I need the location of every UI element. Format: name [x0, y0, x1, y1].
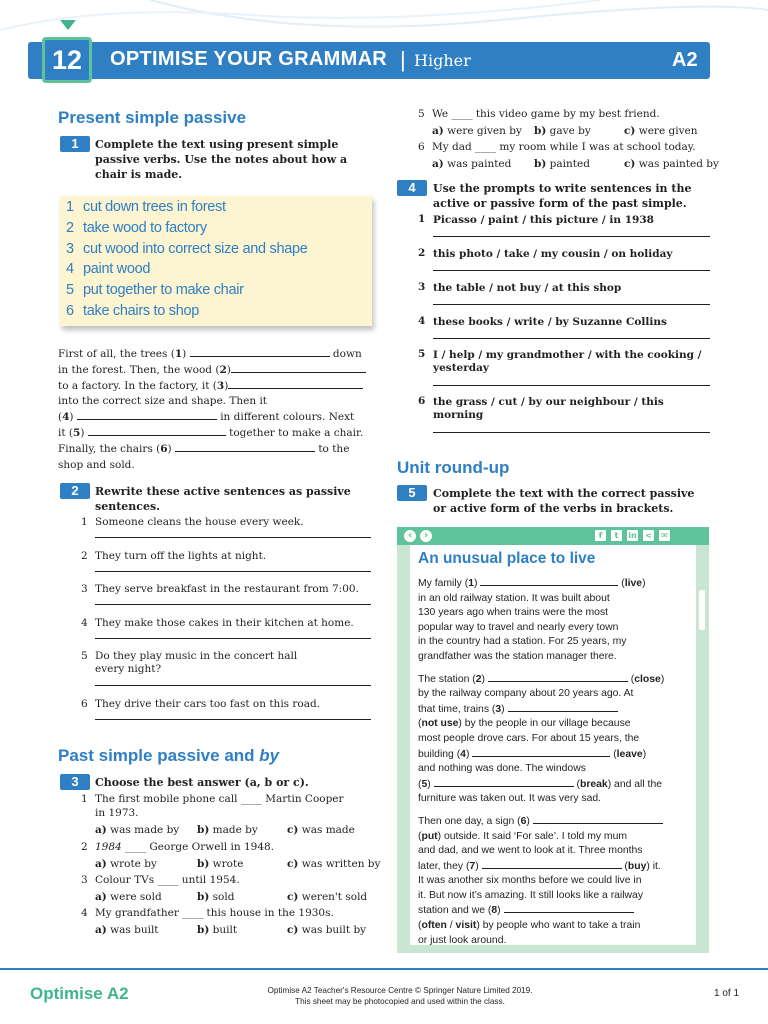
gap-number: 6	[160, 442, 168, 455]
item-stem-text: The first mobile phone call ____ Martin Cooper	[95, 793, 344, 805]
text-line	[58, 458, 370, 474]
answer-blank[interactable]	[228, 379, 363, 389]
item-number: 3	[81, 874, 88, 886]
text-line	[58, 379, 370, 395]
note-number: 5	[66, 282, 74, 299]
item-prompt-cont: yesterday	[433, 362, 490, 374]
option-label: a)	[95, 858, 107, 870]
answer-line[interactable]	[433, 338, 710, 339]
item-prompt: this photo / take / my cousin / on holiday	[433, 248, 673, 260]
exercise-number-2: 2	[60, 483, 90, 499]
item-number: 6	[418, 141, 425, 153]
exercise-3-items-continued	[415, 107, 719, 173]
item-stem-text: We ____ this video game by my best friend.	[432, 108, 660, 120]
multiple-choice-item	[415, 140, 719, 173]
text-segment: to the	[318, 442, 350, 455]
item-prompt: the grass / cut / by our neighbour / this	[433, 396, 664, 408]
item-stem-text: Colour TVs ____ until 1954.	[95, 874, 240, 886]
option-c[interactable]	[624, 124, 697, 140]
note-text: take wood to factory	[83, 219, 207, 236]
item-number: 2	[81, 549, 88, 562]
exercise-number-5: 5	[397, 485, 427, 501]
answer-line[interactable]	[95, 638, 371, 639]
footer-rule	[0, 968, 768, 970]
answer-line[interactable]	[95, 719, 371, 720]
item-number: 1	[418, 213, 426, 225]
text-segment: )	[80, 426, 88, 439]
option-text: made by	[212, 824, 258, 836]
item-number: 1	[81, 793, 88, 805]
exercise-4-item	[415, 247, 710, 281]
option-text: was made by	[110, 824, 180, 836]
answer-line[interactable]	[95, 604, 371, 605]
option-text: were sold	[110, 891, 162, 903]
text-segment: )	[182, 348, 190, 360]
item-sentence: Do they play music in the concert hall	[95, 650, 298, 662]
exercise-2-item	[78, 582, 373, 616]
exercise-2-item	[78, 616, 373, 650]
item-sentence: They make those cakes in their kitchen at home.	[95, 616, 354, 629]
item-stem	[95, 906, 334, 922]
item-number: 6	[81, 697, 88, 710]
option-label: a)	[95, 891, 107, 903]
exercise-5-instruction: Complete the text with the correct passive or active form of the verbs in brackets.	[433, 487, 695, 515]
note-number: 3	[66, 240, 74, 257]
item-number: 2	[418, 247, 426, 259]
option-text: wrote	[212, 858, 244, 870]
answer-blank[interactable]	[231, 363, 366, 373]
item-sentence: They turn off the lights at night.	[95, 549, 267, 562]
item-number: 5	[81, 650, 88, 662]
copyright-line-1: Optimise A2 Teacher's Resource Centre © Springer Nature Limited 2019.	[267, 986, 533, 995]
option-text: was built	[110, 924, 159, 936]
option-a[interactable]	[95, 857, 157, 873]
item-number: 2	[81, 841, 88, 853]
answer-line[interactable]	[95, 537, 371, 538]
exercise-4-item	[415, 395, 710, 435]
exercise-2-item	[78, 697, 373, 731]
item-prompt: I / help / my grandmother / with the cooking /	[433, 349, 702, 361]
note-text: cut wood into correct size and shape	[83, 240, 308, 257]
text-line	[58, 426, 370, 442]
answer-line[interactable]	[433, 270, 710, 271]
option-b[interactable]	[534, 157, 590, 173]
text-segment: to a factory. In the factory, it (	[58, 379, 217, 392]
answer-line[interactable]	[433, 385, 710, 386]
section-heading-past-simple-passive	[58, 746, 279, 766]
item-number: 5	[418, 108, 425, 120]
option-text: built	[212, 924, 238, 936]
multiple-choice-item	[78, 906, 378, 939]
item-stem	[432, 140, 696, 156]
option-label: b)	[197, 891, 210, 903]
option-b[interactable]	[197, 857, 243, 873]
exercise-1-instruction: Complete the text using present simple passive verbs. Use the notes about how a chair is made.	[95, 138, 348, 181]
exercise-3-instruction: Choose the best answer (a, b or c).	[95, 776, 309, 789]
text-line	[58, 394, 370, 410]
answer-blank[interactable]	[88, 426, 226, 436]
multiple-choice-item	[415, 107, 715, 140]
exercise-4-item	[415, 348, 710, 395]
text-segment: in the forest. Then, the wood (	[58, 363, 220, 376]
article-paragraph-3: Then one day, a sign (6) (put) outside. It said ‘For sale’. I told my mum and dad, and we went to look at it. Three months later, they (7) (buy) it. It was another six months before we could live in it. But now it’s amazing. It still looks like a railway station and we (8) (often / visit) by people who want to take a train or just look around.	[418, 815, 661, 946]
item-prompt: Picasso / paint / this picture / in 1938	[433, 214, 654, 226]
article-paragraph-1: My family (1) (live) in an old railway station. It was built about 130 years ago when trains were the most popular way to travel and nearly every town in the country had a station. For 25 years, my grandfather was the station manager there.	[418, 578, 646, 662]
share-icons	[595, 530, 705, 542]
option-b[interactable]	[197, 923, 237, 939]
exercise-number-4: 4	[397, 180, 427, 196]
option-text: painted	[549, 158, 590, 170]
scrollbar[interactable]	[699, 590, 705, 630]
cefr-label: A2	[672, 49, 698, 71]
exercise-number-1: 1	[60, 136, 90, 152]
option-c[interactable]	[287, 890, 367, 906]
option-label: c)	[287, 858, 299, 870]
answer-line[interactable]	[95, 685, 371, 686]
notes-card	[60, 196, 372, 326]
option-text: was written by	[301, 858, 381, 870]
share-icon[interactable]: <	[643, 530, 654, 541]
exercise-2-item	[78, 549, 373, 583]
twitter-icon[interactable]: t	[611, 530, 622, 541]
text-segment: down	[332, 348, 362, 360]
gap-number: 1	[174, 348, 183, 360]
note-item	[66, 220, 308, 241]
text-segment: together to make a chair.	[229, 426, 364, 439]
option-text: were given by	[447, 125, 522, 137]
option-label: c)	[287, 924, 299, 936]
item-sentence: Someone cleans the house every week.	[95, 516, 304, 528]
copyright-line-2: This sheet may be photocopied and used within the class.	[295, 997, 505, 1006]
item-stem	[95, 840, 274, 856]
item-prompt: these books / write / by Suzanne Collins	[433, 316, 667, 328]
text-line	[58, 442, 370, 458]
note-item	[66, 241, 308, 262]
option-text: sold	[212, 891, 235, 903]
note-item	[66, 282, 308, 303]
text-line	[58, 410, 370, 426]
item-stem-italic: 1984	[95, 841, 122, 853]
item-number: 1	[81, 516, 88, 528]
text-segment: shop and sold.	[58, 458, 135, 471]
answer-line[interactable]	[433, 236, 710, 237]
option-text: was built by	[301, 924, 367, 936]
exercise-4-item	[415, 315, 710, 348]
article-paragraph-2: The station (2) (close) by the railway company about 20 years ago. At that time, trains (3) (not use) by the people in our village because most people drove cars. For about 15 years, the building (4) (leave) and nothing was done. The windows (5) (break) and all the furniture was taken out. It was very sad.	[418, 673, 665, 805]
exercise-number-3: 3	[60, 774, 90, 790]
multiple-choice-item	[78, 840, 381, 873]
option-a[interactable]	[95, 890, 162, 906]
option-c[interactable]	[287, 857, 380, 873]
article-title: An unusual place to live	[418, 550, 596, 567]
note-text: cut down trees in forest	[83, 199, 226, 215]
option-label: c)	[287, 824, 299, 836]
next-arrow-icon[interactable]: ›	[420, 530, 432, 542]
answer-blank[interactable]	[190, 347, 330, 357]
item-sentence-cont: every night?	[95, 663, 162, 675]
answer-line[interactable]	[433, 304, 710, 305]
item-stem-text: My dad ____ my room while I was at school today.	[432, 141, 696, 153]
copyright-notice	[200, 985, 600, 1007]
note-text: put together to make chair	[83, 282, 244, 299]
gap-number: 2	[219, 363, 227, 376]
linkedin-icon[interactable]: in	[628, 531, 637, 540]
note-number: 1	[66, 199, 74, 215]
item-stem-text: My grandfather ____ this house in the 1930s.	[95, 907, 334, 919]
text-segment: )	[167, 442, 175, 455]
level-label: Higher	[414, 51, 471, 70]
option-label: b)	[197, 924, 210, 936]
exercise-2-items	[78, 515, 373, 730]
text-line	[58, 363, 370, 379]
text-segment: it (	[58, 426, 74, 439]
page-title: OPTIMISE YOUR GRAMMAR	[110, 48, 388, 70]
option-b[interactable]	[197, 890, 234, 906]
exercise-2-instruction: Rewrite these active sentences as passive sentences.	[95, 485, 351, 513]
note-item	[66, 303, 308, 324]
option-label: a)	[432, 158, 444, 170]
option-label: b)	[534, 158, 547, 170]
exercise-1-text	[58, 347, 370, 473]
item-number: 6	[418, 395, 426, 407]
header-decoration	[0, 0, 768, 46]
text-segment: )	[226, 363, 231, 376]
option-text: was painted	[447, 158, 512, 170]
gap-number: 5	[73, 426, 81, 439]
item-number: 4	[81, 616, 88, 629]
option-label: c)	[287, 891, 299, 903]
option-label: b)	[534, 125, 547, 137]
note-number: 4	[66, 261, 74, 278]
text-segment: in different colours. Next	[220, 411, 355, 424]
text-segment: )	[224, 379, 229, 392]
unit-marker-icon	[60, 20, 76, 30]
exercise-4-item	[415, 281, 710, 315]
item-prompt-cont: morning	[433, 409, 484, 421]
text-segment: (	[58, 411, 63, 424]
item-number: 3	[81, 583, 88, 595]
exercise-2-item	[78, 515, 373, 549]
option-b[interactable]	[197, 823, 258, 839]
facebook-icon[interactable]: f	[595, 530, 606, 541]
option-label: a)	[95, 924, 107, 936]
option-text: wrote by	[110, 858, 157, 870]
option-a[interactable]	[432, 124, 522, 140]
exercise-3-items	[78, 792, 381, 939]
text-segment: Finally, the chairs (	[58, 442, 161, 455]
multiple-choice-item	[78, 792, 378, 840]
text-segment: )	[69, 411, 77, 424]
note-item	[66, 261, 308, 282]
prev-arrow-icon[interactable]: ‹	[404, 530, 416, 542]
item-stem-cont: in 1973.	[95, 807, 139, 819]
option-a[interactable]	[95, 923, 159, 939]
option-b[interactable]	[534, 124, 591, 140]
item-stem-text: ____ George Orwell in 1948.	[121, 841, 275, 853]
section-heading-unit-roundup: Unit round-up	[397, 458, 510, 477]
answer-line[interactable]	[95, 571, 371, 572]
note-number: 2	[66, 219, 74, 236]
note-text: paint wood	[83, 261, 151, 278]
option-text: were given	[638, 125, 698, 137]
note-item	[66, 199, 308, 220]
option-c[interactable]	[287, 823, 355, 839]
exercise-4-items	[415, 213, 710, 435]
option-label: a)	[95, 824, 107, 836]
answer-blank[interactable]	[77, 410, 217, 420]
item-prompt: the table / not buy / at this shop	[433, 282, 622, 294]
answer-line[interactable]	[433, 432, 710, 433]
item-number: 4	[418, 315, 426, 327]
exercise-4-instruction: Use the prompts to write sentences in the active or passive form of the past simple.	[433, 182, 692, 210]
option-text: was made	[301, 824, 355, 836]
item-sentence: They drive their cars too fast on this road.	[95, 697, 321, 710]
item-stem	[432, 107, 660, 123]
answer-blank[interactable]	[175, 442, 315, 452]
option-label: a)	[432, 125, 444, 137]
item-number: 5	[418, 348, 426, 360]
option-text: was painted by	[638, 158, 719, 170]
email-icon[interactable]: ✉	[659, 530, 670, 541]
page-number: 1 of 1	[714, 988, 740, 999]
exercise-2-item	[78, 649, 373, 697]
item-stem	[95, 873, 240, 889]
option-a[interactable]	[432, 157, 511, 173]
gap-number: 3	[216, 379, 225, 392]
text-segment: First of all, the trees (	[58, 348, 175, 360]
unit-number-badge: 12	[42, 37, 92, 83]
exercise-4-item	[415, 213, 710, 247]
note-text: take chairs to shop	[83, 302, 200, 319]
option-a[interactable]	[95, 823, 179, 839]
brand-logo: Optimise A2	[30, 984, 129, 1003]
multiple-choice-item	[78, 873, 378, 906]
section-heading-by: by	[259, 746, 280, 765]
option-text: gave by	[549, 125, 591, 137]
option-c[interactable]	[624, 157, 719, 173]
option-c[interactable]	[287, 923, 366, 939]
option-label: b)	[197, 858, 210, 870]
note-number: 6	[66, 302, 74, 319]
option-label: b)	[197, 824, 210, 836]
text-line	[58, 347, 370, 363]
text-segment: into the correct size and shape. Then it	[58, 395, 268, 408]
option-label: c)	[624, 158, 636, 170]
item-number: 3	[418, 281, 426, 293]
gap-number: 4	[62, 411, 70, 424]
item-sentence: They serve breakfast in the restaurant from 7:00.	[95, 583, 359, 595]
title-separator: |	[400, 47, 406, 72]
section-heading-present-simple-passive: Present simple passive	[58, 108, 247, 127]
section-heading-text: Past simple passive and	[58, 746, 255, 765]
article-text	[418, 576, 696, 948]
item-number: 4	[81, 907, 88, 919]
option-text: weren't sold	[301, 891, 368, 903]
option-label: c)	[624, 125, 636, 137]
